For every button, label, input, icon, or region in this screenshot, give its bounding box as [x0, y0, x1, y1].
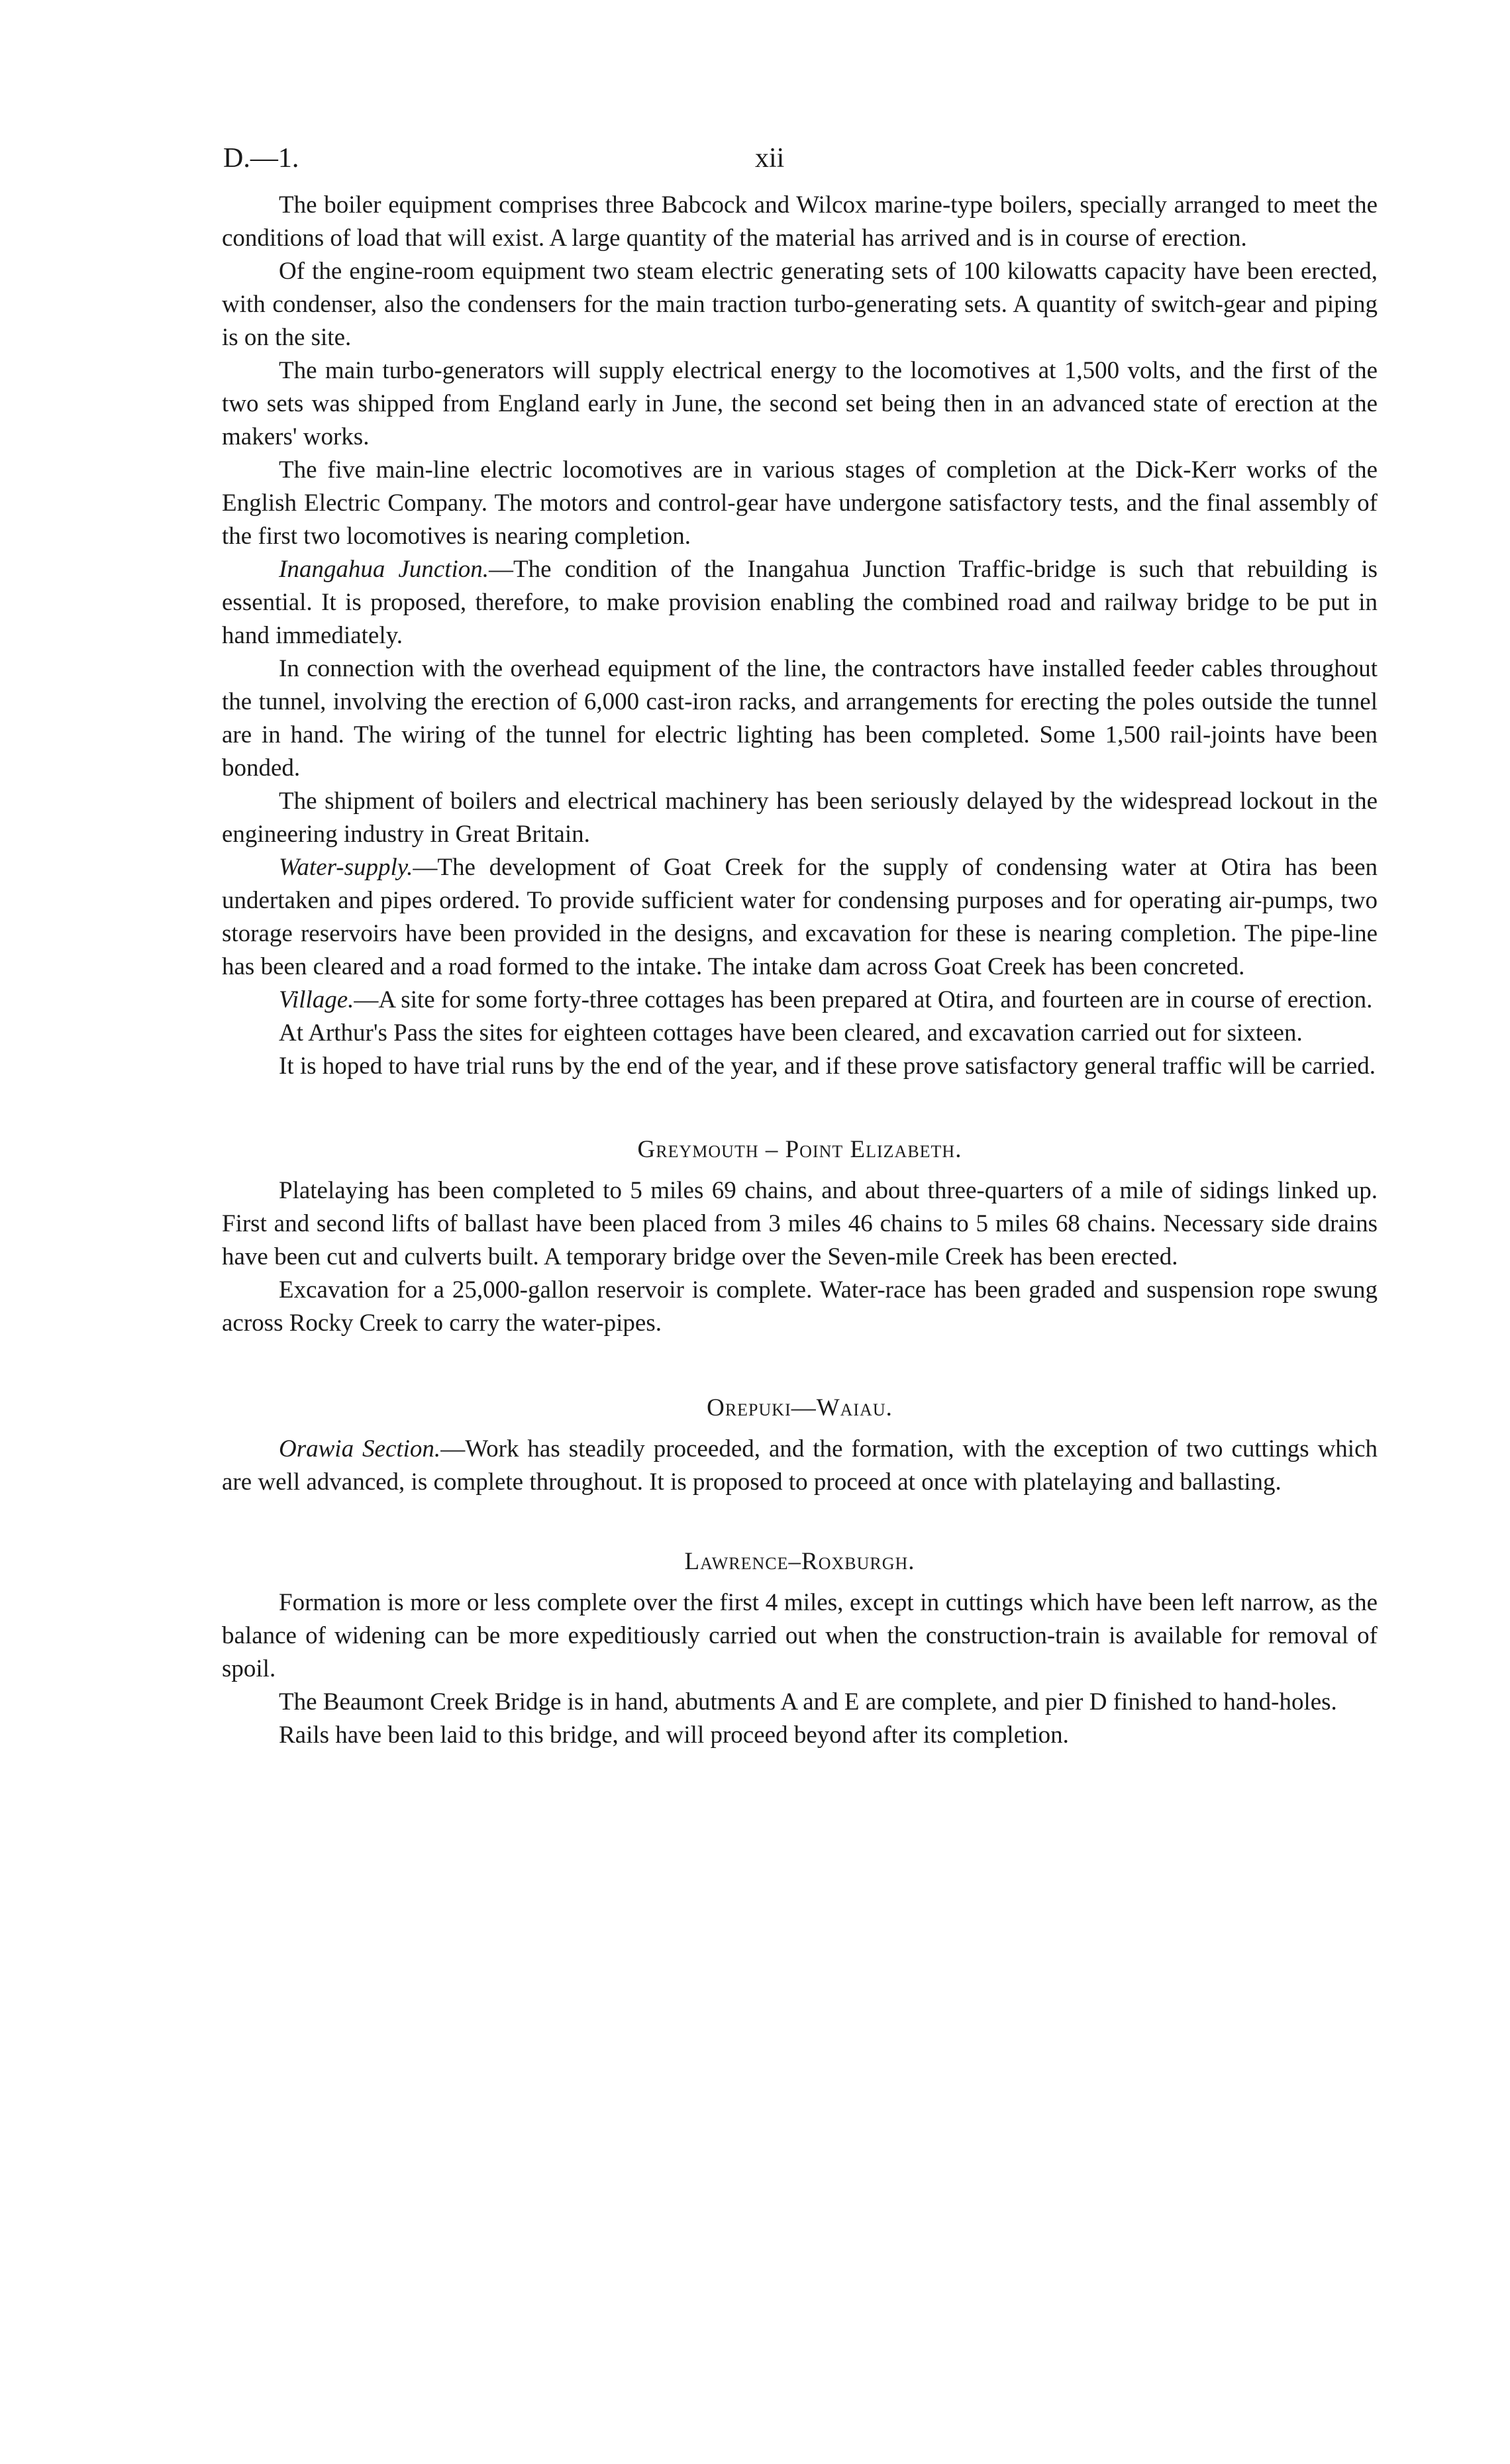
- paragraph-locomotives: The five main-line electric locomotives are in various stages of completion at the Dick-Kerr works of the English Electric Company. The motors and control-gear have undergone satisfactory tests, and the final assembly of the first two locomotives is nearing completion.: [222, 456, 1378, 550]
- paragraph-beaumont-bridge: The Beaumont Creek Bridge is in hand, abutments A and E are complete, and pier D finished to hand-holes.: [279, 1688, 1337, 1716]
- subheading-village: Village.: [279, 986, 354, 1013]
- paragraph-village: [222, 984, 1378, 1017]
- paragraph-rails: Rails have been laid to this bridge, and will proceed beyond after its completion.: [279, 1721, 1069, 1749]
- text-village: —A site for some forty-three cottages has been prepared at Otira, and fourteen are in course of erection.: [354, 986, 1373, 1013]
- paragraph-water-supply: [222, 851, 1378, 984]
- paragraph-turbo-generators: The main turbo-generators will supply electrical energy to the locomotives at 1,500 volts, and the first of the two sets was shipped from England early in June, the second set being then in an advanced state of erection at the makers' works.: [222, 357, 1378, 450]
- subheading-orawia-section: Orawia Section.: [279, 1435, 441, 1463]
- paragraph-arthurs-pass: At Arthur's Pass the sites for eighteen cottages have been cleared, and excavation carried out for sixteen.: [279, 1019, 1303, 1047]
- section-heading-greymouth: Greymouth – Point Elizabeth.: [637, 1136, 962, 1163]
- paragraph-shipment-delay: The shipment of boilers and electrical machinery has been seriously delayed by the widespread lockout in the engineering industry in Great Britain.: [222, 788, 1378, 848]
- running-header: [222, 142, 1378, 189]
- text-orawia-section: —Work has steadily proceeded, and the formation, with the exception of two cuttings which are well advanced, is complete throughout. It is proposed to proceed at once with platelaying and ballasting.: [222, 1435, 1378, 1496]
- paragraph-boilers: The boiler equipment comprises three Babcock and Wilcox marine-type boilers, specially arranged to meet the conditions of load that will exist. A large quantity of the material has arrived and is in course of erection.: [222, 191, 1378, 252]
- text-inangahua-junction: —The condition of the Inangahua Junction Traffic-bridge is such that rebuilding is essential. It is proposed, therefore, to make provision enabling the combined road and railway bridge to be put in hand immediately.: [222, 556, 1378, 649]
- document-reference: D.—1.: [223, 143, 299, 174]
- section-heading-lawrence: Lawrence–Roxburgh.: [684, 1548, 915, 1575]
- subheading-inangahua-junction: Inangahua Junction.: [279, 556, 489, 583]
- section-heading-orepuki: Orepuki—Waiau.: [707, 1394, 893, 1421]
- paragraph-inangahua-junction: [222, 553, 1378, 652]
- page-number: xii: [755, 143, 785, 174]
- paragraph-overhead-equipment: In connection with the overhead equipment of the line, the contractors have installed feeder cables throughout the tunnel, involving the erection of 6,000 cast-iron racks, and arrangements for erecting the poles outside the tunnel are in hand. The wiring of the tunnel for electric lighting has been completed. Some 1,500 rail-joints have been bonded.: [222, 655, 1378, 782]
- text-water-supply: —The development of Goat Creek for the supply of condensing water at Otira has been undertaken and pipes ordered. To provide sufficient water for condensing purposes and for operating air-pumps, two storage reservoirs have been provided in the designs, and excavation for these is nearing completion. The pipe-line has been cleared and a road formed to the intake. The intake dam across Goat Creek has been concreted.: [222, 854, 1378, 980]
- paragraph-trial-runs: It is hoped to have trial runs by the end of the year, and if these prove satisfactory general traffic will be carried.: [279, 1052, 1376, 1080]
- paragraph-engine-room: Of the engine-room equipment two steam electric generating sets of 100 kilowatts capacity have been erected, with condenser, also the condensers for the main traction turbo-generating sets. A quantity of switch-gear and piping is on the site.: [222, 258, 1378, 351]
- paragraph-orawia-section: [222, 1433, 1378, 1499]
- subheading-water-supply: Water-supply.: [279, 854, 413, 881]
- document-page: [222, 142, 1378, 1752]
- paragraph-formation: Formation is more or less complete over the first 4 miles, except in cuttings which have been left narrow, as the balance of widening can be more expeditiously carried out when the construction-train is available for removal of spoil.: [222, 1589, 1378, 1682]
- paragraph-reservoir: Excavation for a 25,000-gallon reservoir is complete. Water-race has been graded and suspension rope swung across Rocky Creek to carry the water-pipes.: [222, 1276, 1378, 1337]
- paragraph-platelaying: Platelaying has been completed to 5 miles 69 chains, and about three-quarters of a mile of sidings linked up. First and second lifts of ballast have been placed from 3 miles 46 chains to 5 miles 68 chains. Necessary side drains have been cut and culverts built. A temporary bridge over the Seven-mile Creek has been erected.: [222, 1177, 1378, 1270]
